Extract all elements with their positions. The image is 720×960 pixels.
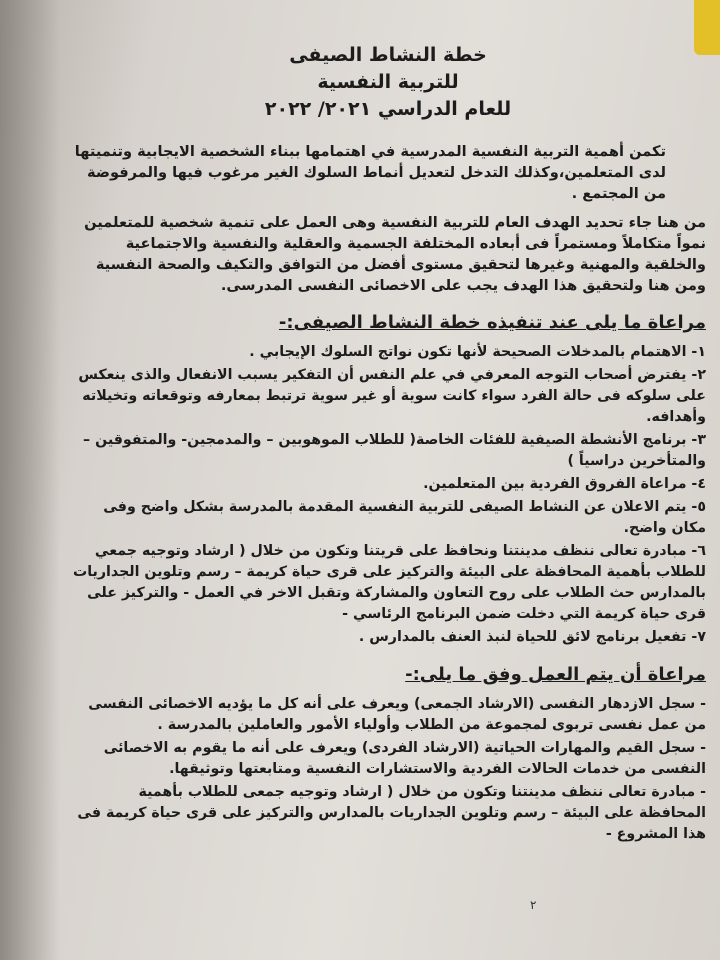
list-item: ٧- تفعيل برنامج لائق للحياة لنبذ العنف بالمدارس . — [358, 629, 706, 645]
intro-paragraph-2: من هنا جاء تحديد الهدف العام للتربية النفسية وهى العمل على تنمية شخصية للمتعلمين نمواً متكاملاً ومستمراً فى أبعاده المختلفة الجسمية والعقلية والنفسية والاجتماعية والخلقية والمهنية وغيرها لتحقيق مستوى أفضل من التوافق والتكيف والصحة النفسية ومن هنا ولتحقيق هذا الهدف يجب على الاخصائى النفسى المدرسى. — [84, 214, 706, 294]
list-item: ٢- يفترض أصحاب التوجه المعرفي في علم النفس أن التفكير يسبب الانفعال والذى ينعكس على سلوكه فى حالة الفرد سواء كانت سوية أو غير سوية ترتبط بمعارفه وتوقعاته وتخيلاته وأهدافه. — [78, 367, 706, 425]
section-1-heading: مراعاة ما يلى عند تنفيذه خطة النشاط الصيفى:- — [278, 312, 706, 333]
section-2-heading: مراعاة أن يتم العمل وفق ما يلى:- — [405, 664, 706, 685]
intro-paragraph-1: تكمن أهمية التربية النفسية المدرسية في اهتمامها ببناء الشخصية الايجابية وتنميتها لدى المتعلمين،وكذلك التدخل لتعديل أنماط السلوك الغير مرغوب فيها والمرفوضة من المجتمع . — [74, 143, 666, 202]
list-item: ١- الاهتمام بالمدخلات الصحيحة لأنها تكون نواتج السلوك الإيجابي . — [249, 344, 706, 360]
list-item: - سجل القيم والمهارات الحياتية (الارشاد الفردى) ويعرف على أنه ما يقوم به الاخصائى النفسى من خدمات الحالات الفردية والاستشارات النفسية ومتابعتها وتوثيقها. — [103, 740, 706, 777]
page-number: ٢ — [530, 898, 537, 912]
section-2-list — [70, 694, 706, 845]
title-line-3: للعام الدراسي ٢٠٢١/ ٢٠٢٢ — [264, 98, 512, 120]
list-item: ٤- مراعاة الفروق الفردية بين المتعلمين. — [423, 476, 706, 492]
title-line-2: للتربية النفسية — [317, 71, 459, 93]
list-item: ٥- يتم الاعلان عن النشاط الصيفى للتربية النفسية المقدمة بالمدرسة بشكل واضح وفى مكان واضح. — [103, 499, 706, 536]
left-shadow — [0, 0, 60, 960]
title-block — [70, 42, 706, 123]
title-line-1: خطة النشاط الصيفى — [289, 44, 487, 66]
paper-sheet — [70, 0, 706, 960]
list-item: ٦- مبادرة تعالى ننظف مدينتنا ونحافظ على قريتنا وتكون من خلال ( ارشاد وتوجيه جمعي للطلاب بأهمية المحافظة على البيئة والتركيز على قرى حياة كريمة – رسم وتلوين الجداريات بالمدارس حث الطلاب على روح التعاون والمشاركة وتقبل الاخر في العمل - والتركيز على قرى حياة كريمة التي دخلت ضمن البرنامج الرئاسي - — [72, 543, 706, 622]
section-1-list — [70, 342, 706, 648]
list-item: - سجل الازدهار النفسى (الارشاد الجمعى) ويعرف على أنه كل ما يؤديه الاخصائى النفسى من عمل نفسى تربوى لمجموعة من الطلاب وأولياء الأمور والعاملين بالمدرسة . — [88, 696, 706, 733]
list-item: - مبادرة تعالى ننظف مدينتنا وتكون من خلال ( ارشاد وتوجيه جمعى للطلاب بأهمية المحافظة على البيئة – رسم وتلوين الجداريات بالمدارس والتركيز على قرى حياة كريمة فى هذا المشروع - — [77, 784, 706, 842]
list-item: ٣- برنامج الأنشطة الصيفية للفئات الخاصة( للطلاب الموهوبين – والمدمجين- والمتفوقين – والمتأخرين دراسياً ) — [83, 432, 706, 469]
